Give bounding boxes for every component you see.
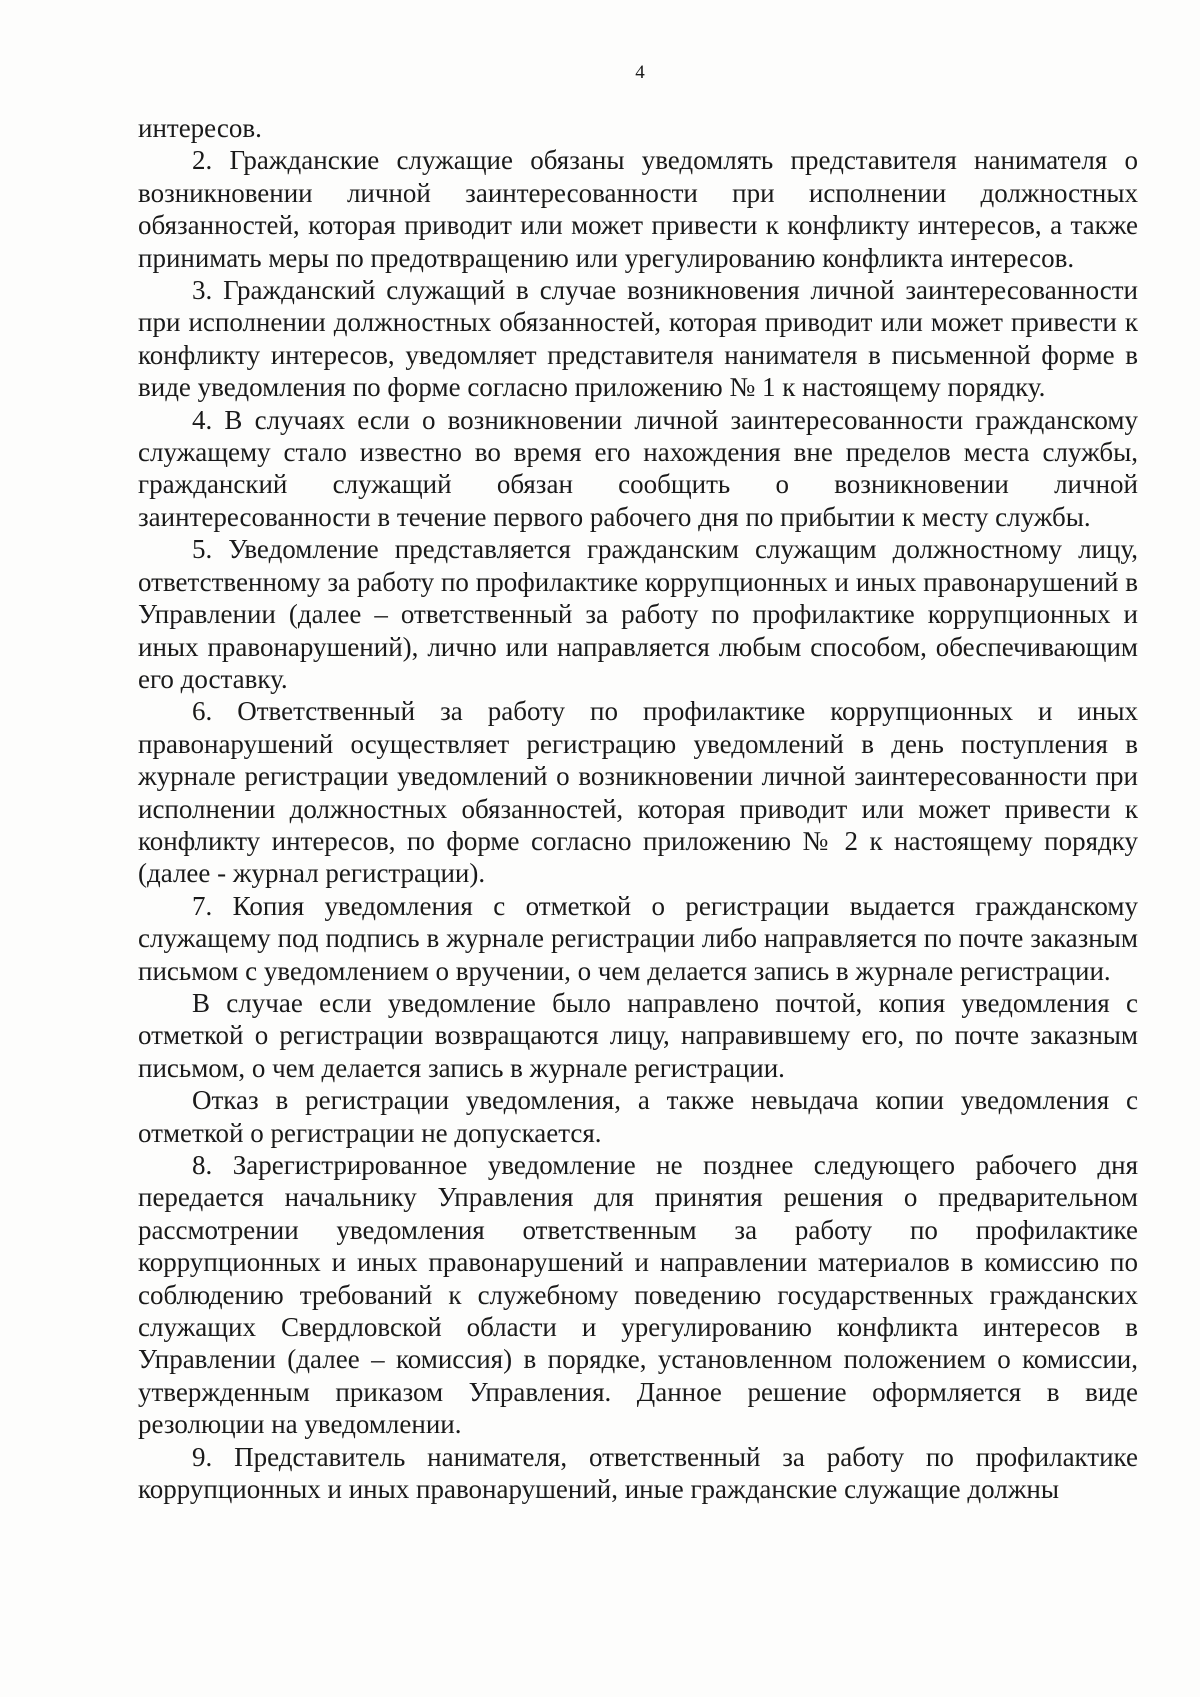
paragraph-item-2: 2. Гражданские служащие обязаны уведомлять представителя нанимателя о возникновении личной заинтересованности при исполнении должностных обязанностей, которая приводит или может привести к конфликту интересов, а также принимать меры по предотвращению или урегулированию конфликта интересов. [138,145,1138,273]
paragraph-item-7: 7. Копия уведомления с отметкой о регистрации выдается гражданскому служащему под подпись в журнале регистрации либо направляется по почте заказным письмом с уведомлением о вручении, о чем делается запись в журнале регистрации. [138,890,1138,986]
page-number: 4 [635,62,645,83]
paragraph-continuation: интересов. [138,113,262,143]
paragraph-item-9: 9. Представитель нанимателя, ответственный за работу по профилактике коррупционных и иных правонарушений, иные гражданские служащие должны [138,1441,1138,1505]
document-body [138,112,1138,1505]
paragraph-item-6: 6. Ответственный за работу по профилактике коррупционных и иных правонарушений осуществляет регистрацию уведомлений в день поступления в журнале регистрации уведомлений о возникновении личной заинтересованности при исполнении должностных обязанностей, которая приводит или может привести к конфликту интересов, по форме согласно приложению № 2 к настоящему порядку (далее - журнал регистрации). [138,696,1138,889]
paragraph-item-4: 4. В случаях если о возникновении личной заинтересованности гражданскому служащему стало известно во время его нахождения вне пределов места службы, гражданский служащий обязан сообщить о возникновении личной заинтересованности в течение первого рабочего дня по прибытии к месту службы. [138,404,1138,532]
paragraph-item-3: 3. Гражданский служащий в случае возникновения личной заинтересованности при исполнении должностных обязанностей, которая приводит или может привести к конфликту интересов, уведомляет представителя нанимателя в письменной форме в виде уведомления по форме согласно приложению № 1 к настоящему порядку. [138,275,1138,403]
paragraph-mail-case: В случае если уведомление было направлено почтой, копия уведомления с отметкой о регистрации возвращаются лицу, направившему его, по почте заказным письмом, о чем делается запись в журнале регистрации. [138,987,1138,1083]
paragraph-item-5: 5. Уведомление представляется гражданским служащим должностному лицу, ответственному за работу по профилактике коррупционных и иных правонарушений в Управлении (далее – ответственный за работу по профилактике коррупционных и иных правонарушений), лично или направляется любым способом, обеспечивающим его доставку. [138,534,1138,694]
paragraph-item-8: 8. Зарегистрированное уведомление не позднее следующего рабочего дня передается начальнику Управления для принятия решения о предварительном рассмотрении уведомления ответственным за работу по профилактике коррупционных и иных правонарушений и направлении материалов в комиссию по соблюдению требований к служебному поведению государственных гражданских служащих Свердловской области и урегулированию конфликта интересов в Управлении (далее – комиссия) в порядке, установленном положением о комиссии, утвержденным приказом Управления. Данное решение оформляется в виде резолюции на уведомлении. [138,1150,1138,1440]
paragraph-refusal: Отказ в регистрации уведомления, а также невыдача копии уведомления с отметкой о регистрации не допускается. [138,1085,1138,1148]
